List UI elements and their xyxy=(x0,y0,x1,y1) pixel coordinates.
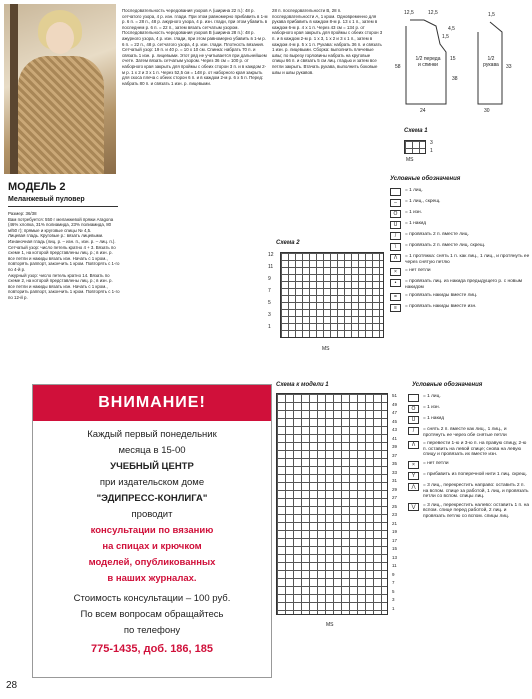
legend-item xyxy=(390,254,530,265)
stitch-d-text: Ажурный узор: число петель кратно 14. Вязать по схеме 2, на которой представлены лиц. р.; в изн. р. все петли и накиды вязать изн. Начать с 1 кром., повторить раппорт, закончить 1 кром. Повторять с 1-го по 12-й р. xyxy=(8,272,120,300)
legend1-list xyxy=(390,188,530,315)
row-label: 7 xyxy=(392,580,395,585)
notice-line-12: По всем вопросам обращайтесь xyxy=(80,609,224,620)
row-label: 33 xyxy=(392,469,398,475)
notice-title: ВНИМАНИЕ! xyxy=(33,385,271,421)
notice-line-9: моделей, опубликованных xyxy=(88,557,216,568)
scheme-model1-title: Схема к модели 1 xyxy=(276,382,329,388)
row-label: 23 xyxy=(392,512,398,517)
notice-line-1: Каждый первый понедельник xyxy=(87,429,217,440)
legend-symbol-icon: = xyxy=(390,293,401,301)
legend-text: = нет петли xyxy=(405,268,431,274)
row-label: 51 xyxy=(392,393,398,398)
legend-item xyxy=(408,441,530,458)
legend-item xyxy=(408,461,530,469)
row-label: 27 xyxy=(392,495,398,500)
legend-item xyxy=(408,483,530,500)
notice-line-11: Стоимость консультации – 100 руб. xyxy=(73,593,231,604)
notice-line-6: проводит xyxy=(131,509,173,520)
legend-symbol-icon: ⋀ xyxy=(408,483,419,491)
legend-item xyxy=(390,221,530,229)
legend2-list xyxy=(408,394,530,523)
legend-item xyxy=(408,427,530,438)
scheme1-row-1: 1 xyxy=(430,148,433,154)
legend-symbol-icon: ≡ xyxy=(390,304,401,312)
piece-front-back: 1/2 переда и спинки xyxy=(415,56,441,68)
notice-line-2: месяца в 15-00 xyxy=(118,445,186,456)
row-label: 15 xyxy=(392,546,398,551)
legend-text: = 3 лиц., перекрестить направо: оставить 2 п. на вспом. спице за работой, 1 лиц. и провязать петли со вспом. спицы лиц. xyxy=(423,482,529,500)
row-label: 1 xyxy=(268,324,271,330)
legend-symbol-icon: Y xyxy=(408,472,419,480)
row-label: 25 xyxy=(392,503,398,509)
pattern-schematic xyxy=(390,4,530,120)
scheme2-ms: MS xyxy=(322,346,330,352)
dim-8: 38 xyxy=(452,76,458,82)
row-label: 9 xyxy=(268,276,271,282)
dim-1: 12,5 xyxy=(404,10,414,16)
legend-text: = провязать накиды вместе изн. xyxy=(405,304,477,310)
scheme2-title: Схема 2 xyxy=(276,240,300,246)
row-label: 19 xyxy=(392,529,398,534)
legend-item xyxy=(408,394,530,402)
row-label: 41 xyxy=(392,435,398,441)
scheme1-ms: MS xyxy=(406,157,414,163)
legend-text: = 1 протяжка: снять 1 п. как лиц., 1 лиц., и протянуть ее через снятую петлю xyxy=(405,254,530,265)
row-label: 3 xyxy=(268,312,271,318)
row-label: 11 xyxy=(392,563,397,568)
dim-7: 58 xyxy=(395,64,401,70)
legend-symbol-icon: • xyxy=(390,279,401,287)
legend-item xyxy=(390,243,530,251)
instructions-col1 xyxy=(8,211,120,371)
row-label: 9 xyxy=(392,571,395,577)
legend-symbol-icon: × xyxy=(408,461,419,469)
dim-4: 1,5 xyxy=(442,34,449,40)
dim-6: 15 xyxy=(450,56,456,62)
materials-text: Вам потребуется: 550 г меланжевой пряжи Aragona (46% хлопка, 31% полиамида, 23% полиамида, 80 м/50 г); прямые и круговые спицы № 4,5. xyxy=(8,216,114,233)
size-text: Размер: 36/38 xyxy=(8,211,37,216)
instructions-col3: 28 п. последовательности В, 28 п. последовательности А, 1 кром. Одновременно для рукава прибавить в каждом 8-м р. 13 х 1 п., затем в каждом 6-м р. 4 х 1 п. Через 43 см = 134 р. от наборного края закрыть для проймы с обеих сторон 3 п. и в каждом 2-м р. 1 х 3, 1 х 2 и 3 х 1 п., затем в каждом 4-м р. 5 х 1 п. Рукава: набрать 36 п. и связать 1 изн. р. лицевыми. Сборка: выполнить плечевые швы; по вырезу горловины набрать на круговые спицы 66 п. и связать 5 см лиц. гладью и затем все петли закрыть. Втачать рукава, выполнить боковые швы и швы рукавов. xyxy=(272,8,383,75)
row-label: 5 xyxy=(392,588,395,594)
legend-symbol-icon xyxy=(390,188,401,196)
legend-item xyxy=(408,416,530,424)
dim-5: 1,5 xyxy=(488,12,495,18)
legend-item xyxy=(390,210,530,218)
scheme-model1-ms: MS xyxy=(326,622,334,628)
legend-text: = 1 изн. xyxy=(423,405,440,410)
legend-symbol-icon: U xyxy=(390,221,401,229)
scheme-model1-chart xyxy=(276,393,388,615)
legend-symbol-icon: \ xyxy=(390,243,401,251)
model-title: МОДЕЛЬ 2 xyxy=(8,181,66,193)
legend-symbol-icon: O xyxy=(408,405,419,413)
row-label: 12 xyxy=(268,252,274,258)
scheme2-chart xyxy=(280,252,384,338)
row-label: 47 xyxy=(392,410,398,415)
legend-symbol-icon: Λ xyxy=(408,441,419,449)
row-label: 29 xyxy=(392,486,398,492)
row-label: 31 xyxy=(392,478,398,483)
legend-symbol-icon: / xyxy=(408,427,419,435)
stitch-a-text: Лицевая гладь. Круговые р.: вязать лицевыми. xyxy=(8,233,104,239)
legend-symbol-icon: O xyxy=(390,210,401,218)
legend-text: = 3 лиц., перекрестить налево: оставить 1 п. на вспом. спице перед работой, 2 лиц. и провязать петлю со вспом. спицы лиц. xyxy=(423,502,530,519)
legend-symbol-icon: ⋁ xyxy=(408,503,419,511)
legend-text: = снять 2 п. вместе как лиц., 1 лиц., и протянуть ее через обе снятые петли xyxy=(423,427,507,438)
page-number: 28 xyxy=(6,680,18,691)
stitch-c-text: Сетчатый узор: число петель кратно 4 + 3. Вязать по схеме 1, на которой представлены лиц. р.; в изн. р. все петли и накиды вязать изн. Начать с 1 кром., повторять раппорт, закончить 1 кром. Повторять с 1-го по 4-й р. xyxy=(8,244,120,272)
legend-item xyxy=(390,279,530,290)
dim-10: 33 xyxy=(506,64,512,70)
legend-item xyxy=(390,199,530,207)
legend-text: = нет петли xyxy=(423,460,449,466)
row-label: 7 xyxy=(268,288,271,294)
legend-item xyxy=(390,268,530,276)
notice-line-14: 775-1435, доб. 186, 185 xyxy=(90,643,214,655)
notice-line-13: по телефону xyxy=(123,625,181,636)
legend-text: = провязать 2 п. вместе лиц. xyxy=(405,232,469,237)
legend-text: = провязать 2 п. вместе лиц. скрещ. xyxy=(405,243,486,248)
notice-line-10: в наших журналах. xyxy=(107,573,197,584)
legend-item xyxy=(408,405,530,413)
legend-item xyxy=(390,232,530,240)
notice-line-3: УЧЕБНЫЙ ЦЕНТР xyxy=(110,461,194,472)
dim-11: 30 xyxy=(484,108,490,114)
row-label: 49 xyxy=(392,401,398,407)
row-label: 5 xyxy=(268,300,271,306)
row-label: 21 xyxy=(392,520,398,526)
instructions-col2: Последовательность чередования узоров А (ширина 22 п.): 48 р. сетчатого узора, 4 р. изн. глади. При этом равномерно прибавить в 1-м р. 6 п. = 28 п., 48 р. ажурного узора, 4 р. изн. глади, при этом убавить в последнем р. 6 п. = 22 п., затем вязать сетчатым узором. Последовательность чередования узоров В (ширина 28 п.): 48 р. ажурного узора, 4 р. изн. глади, при этом равномерно убавить в 1-м р. 6 п. = 22 п., 48 р. сетчатого узора, 4 р. изн. глади. Плотность вязания. Сетчатый узор: 19 п. и 40 р. = 10 х 10 см. Спинка: набрать 70 п. и связать 1 изн. р. лицевыми. Этот ряд не учитывается при дальнейшем счете. Затем вязать сетчатым узором. Через 36 см = 100 р. от наборного края закрыть для проймы с обеих сторон 3 п. и в каждом 2-м р. 1 х 2 и 3 х 1 п. Через 52,5 см = 148 р. от наборного края закрыть для скоса плеча с обеих сторон 6 п. и в каждом 2-м р. 6 х 5 п. Перед: набрать 80 п. и связать 1 изн. р. лицевыми. xyxy=(122,8,268,86)
legend-text: = 1 лиц., скрещ. xyxy=(405,199,441,204)
model-photo xyxy=(4,4,116,174)
dim-9: 24 xyxy=(420,108,426,114)
row-label: 13 xyxy=(392,554,398,560)
notice-line-4: при издательском доме xyxy=(99,477,205,488)
legend-text: = перевести 1-ю и 3-ю п. на правую спицу, 2-ю п. оставить на левой спице; снова на левую спицу и провязать их вместе изн. xyxy=(423,441,527,458)
legend-symbol-icon: / xyxy=(390,232,401,240)
legend-item xyxy=(390,293,530,301)
legend-symbol-icon: – xyxy=(390,199,401,207)
scheme1-row-3: 3 xyxy=(430,140,433,146)
legend-text: = 1 лиц. xyxy=(423,394,441,399)
legend-item xyxy=(408,503,530,520)
legend-text: = провязать накиды вместе лиц. xyxy=(405,293,478,299)
schematic-svg xyxy=(390,4,530,120)
notice-line-8: на спицах и крючком xyxy=(102,541,202,552)
legend-symbol-icon: Λ xyxy=(390,254,401,262)
scheme1-chart xyxy=(404,140,426,154)
legend-item xyxy=(408,472,530,480)
row-label: 37 xyxy=(392,452,398,458)
legend-item xyxy=(390,304,530,312)
notice-box xyxy=(32,384,272,678)
piece-sleeve: 1/2 рукава xyxy=(483,56,499,68)
legend-text: = прибавить из поперечной нити 1 лиц. скрещ. xyxy=(423,471,527,477)
legend-text: = 1 накид xyxy=(405,221,427,226)
legend-symbol-icon xyxy=(408,394,419,402)
legend-text: = 1 изн. xyxy=(405,210,422,215)
legend2-title: Условные обозначения xyxy=(412,382,483,388)
model-subtitle: Меланжевый пуловер xyxy=(8,196,85,203)
legend-text: = 1 лиц. xyxy=(405,188,423,193)
row-label: 35 xyxy=(392,461,398,466)
notice-line-5: "ЭДИПРЕСС-КОНЛИГА" xyxy=(96,493,208,504)
row-label: 1 xyxy=(392,605,395,611)
title-rule xyxy=(8,206,118,207)
stitch-b-text: Изнаночная гладь (лиц. р. – изн. п., изн. р. – лиц. п.). xyxy=(8,238,116,244)
notice-line-7: консультации по вязанию xyxy=(90,525,214,536)
row-label: 3 xyxy=(392,597,395,602)
row-label: 43 xyxy=(392,427,398,432)
legend-text: = 1 накид xyxy=(423,416,445,421)
legend-symbol-icon: × xyxy=(390,268,401,276)
legend-item xyxy=(390,188,530,196)
row-label: 45 xyxy=(392,418,398,424)
dim-3: 4,5 xyxy=(448,26,455,32)
row-label: 11 xyxy=(268,264,274,270)
row-label: 17 xyxy=(392,537,398,543)
scheme1-title: Схема 1 xyxy=(404,128,428,134)
legend1-title: Условные обозначения xyxy=(390,176,461,182)
dim-2: 12,5 xyxy=(428,10,438,16)
row-label: 39 xyxy=(392,444,398,449)
legend-symbol-icon: U xyxy=(408,416,419,424)
legend-text: = провязать лиц. из накида предыдущего р. с новым накидом xyxy=(405,279,523,290)
